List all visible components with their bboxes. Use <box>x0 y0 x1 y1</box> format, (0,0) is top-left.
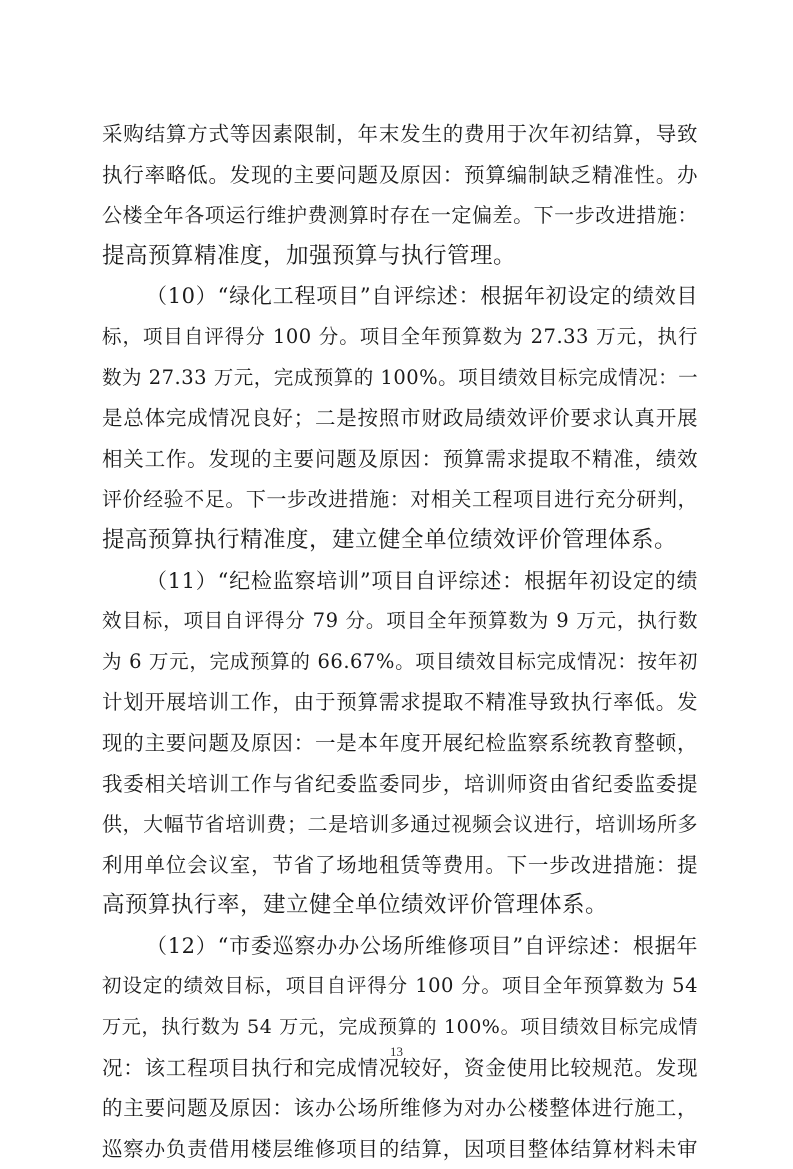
text-line: （11）“纪检监察培训”项目自评综述：根据年初设定的绩 <box>146 568 698 593</box>
text-line: 的主要问题及原因：该办公场所维修为对办公楼整体进行施工， <box>102 1096 698 1121</box>
text-line: 现的主要问题及原因：一是本年度开展纪检监察系统教育整顿， <box>102 730 698 755</box>
text-line: 高预算执行率，建立健全单位绩效评价管理体系。 <box>102 892 609 919</box>
text-line: 数为 27.33 万元，完成预算的 100%。项目绩效目标完成情况：一 <box>102 365 699 389</box>
page-number: 13 <box>390 1044 403 1059</box>
text-line: 我委相关培训工作与省纪委监委同步，培训师资由省纪委监委提 <box>102 771 698 796</box>
text-line: 万元，执行数为 54 万元，完成预算的 100%。项目绩效目标完成情 <box>102 1016 698 1039</box>
text-line: 公楼全年各项运行维护费测算时存在一定偏差。下一步改进措施： <box>102 203 698 228</box>
text-line: （10）“绿化工程项目”自评综述：根据年初设定的绩效目 <box>146 284 698 309</box>
text-line: 采购结算方式等因素限制，年末发生的费用于次年初结算，导致 <box>102 122 698 146</box>
text-line: 初设定的绩效目标，项目自评得分 100 分。项目全年预算数为 54 <box>102 974 698 998</box>
text-line: 效目标，项目自评得分 79 分。项目全年预算数为 9 万元，执行数 <box>102 609 698 633</box>
text-line: 执行率略低。发现的主要问题及原因：预算编制缺乏精准性。办 <box>102 162 698 187</box>
text-line: 相关工作。发现的主要问题及原因：预算需求提取不精准，绩效 <box>102 446 698 471</box>
text-line: 况：该工程项目执行和完成情况较好，资金使用比较规范。发现 <box>102 1055 698 1080</box>
text-line: 为 6 万元，完成预算的 66.67%。项目绩效目标完成情况：按年初 <box>102 649 698 673</box>
text-line: 巡察办负责借用楼层维修项目的结算，因项目整体结算材料未审 <box>102 1136 698 1161</box>
text-line: 标，项目自评得分 100 分。项目全年预算数为 27.33 万元，执行 <box>102 324 698 348</box>
text-line: 是总体完成情况良好；二是按照市财政局绩效评价要求认真开展 <box>102 406 698 431</box>
text-line: 提高预算精准度，加强预算与执行管理。 <box>102 242 517 269</box>
text-line: （12）“市委巡察办办公场所维修项目”自评综述：根据年 <box>146 933 698 958</box>
text-line: 评价经验不足。下一步改进措施：对相关工程项目进行充分研判， <box>102 487 698 512</box>
text-line: 利用单位会议室，节省了场地租赁等费用。下一步改进措施：提 <box>102 852 698 877</box>
body-text <box>102 114 698 1169</box>
text-line: 供，大幅节省培训费；二是培训多通过视频会议进行，培训场所多 <box>102 812 698 837</box>
text-line: 计划开展培训工作，由于预算需求提取不精准导致执行率低。发 <box>102 690 698 715</box>
text-line: 提高预算执行精准度，建立健全单位绩效评价管理体系。 <box>102 526 678 553</box>
